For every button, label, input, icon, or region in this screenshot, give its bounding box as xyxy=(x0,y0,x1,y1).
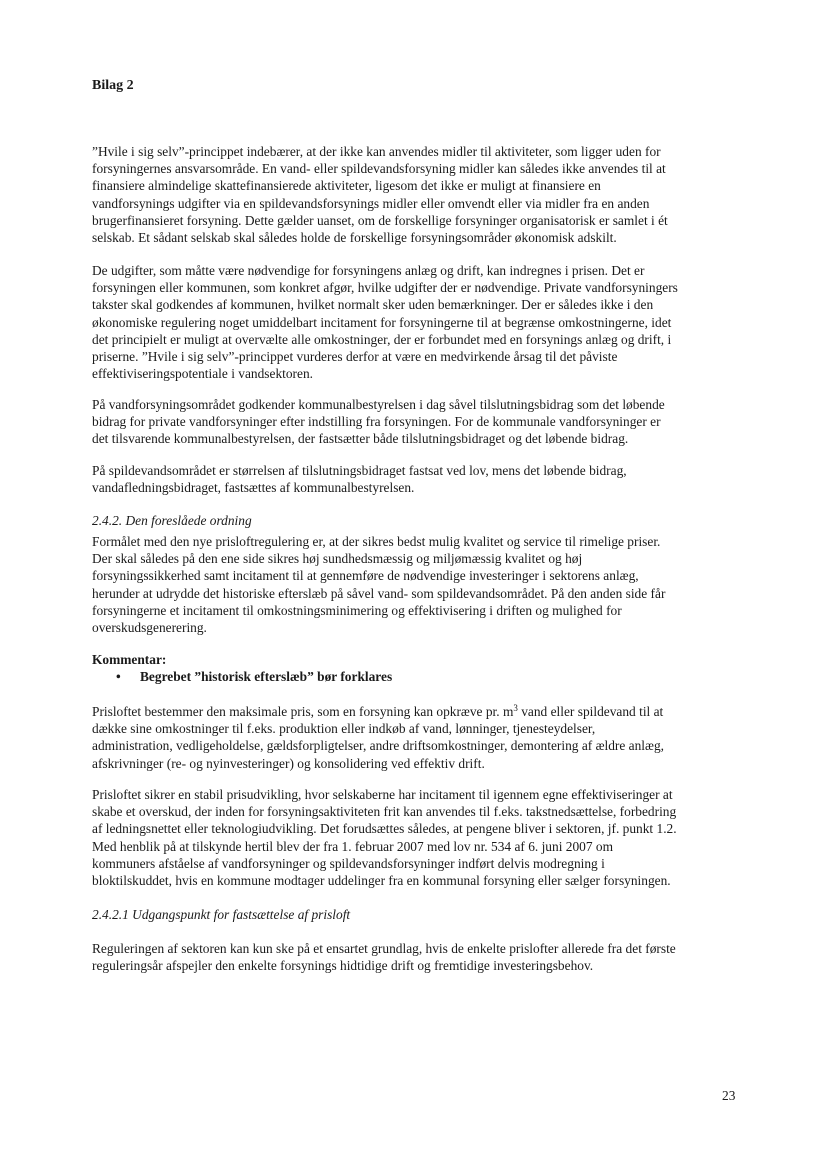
text-line: det tilsvarende kommunalbestyrelsen, der fastsætter både tilslutningsbidraget og det løbende bidrag. xyxy=(92,431,629,447)
text-line: selskab. Et sådant selskab skal således holde de forskellige forsyningsområder økonomisk adskilt. xyxy=(92,230,617,246)
text-fragment: vand eller spildevand til at xyxy=(517,704,664,719)
text-line: kommuners afståelse af vandforsyninger og spildevandsforsyninger indført delvis modregning i xyxy=(92,855,605,871)
text-line: administration, vedligeholdelse, gældsforpligtelser, andre driftsomkostninger, demontering af ældre anlæg, xyxy=(92,738,664,754)
text-line: bidrag for private vandforsyninger efter indstilling fra forsyningen. For de kommunale vandforsyninger er xyxy=(92,414,661,430)
superscript: 3 xyxy=(513,703,518,713)
text-line: Prisloftet sikrer en stabil prisudvikling, hvor selskaberne har incitament til igennem egne effektiviseringer at xyxy=(92,787,673,802)
text-line: takster skal godkendes af kommunen, hvilket normalt sker uden bemærkninger. Der er således ikke i den xyxy=(92,297,654,313)
paragraph-udgifter xyxy=(92,262,742,382)
paragraph-spildevandsomraadet xyxy=(92,462,742,496)
text-line: forsyningernes ansvarsområde. En vand- eller spildevandsforsyning midler kan således ikke anvendes til at xyxy=(92,161,666,177)
text-line: Der skal således på den ene side sikres høj sundhedsmæssig og miljømæssig kvalitet og høj xyxy=(92,551,583,567)
paragraph-prisloftet-bestemmer xyxy=(92,703,742,772)
paragraph-reguleringen xyxy=(92,940,742,974)
paragraph-formaalet xyxy=(92,533,742,636)
text-line: ”Hvile i sig selv”-princippet indebærer, at der ikke kan anvendes midler til aktiviteter, som ligger uden for xyxy=(92,144,661,159)
comment-label: Kommentar: xyxy=(92,652,167,667)
text-line: På vandforsyningsområdet godkender kommunalbestyrelsen i dag såvel tilslutningsbidrag som det løbende xyxy=(92,397,665,412)
comment-bullet-text: Begrebet ”historisk efterslæb” bør forklares xyxy=(140,669,393,684)
text-line: forsyningssikkerhed samt incitament til at gennemføre de nødvendige investeringer i sektorens anlæg, xyxy=(92,568,639,584)
text-line: overskudsgenerering. xyxy=(92,620,207,636)
text-line: dække sine omkostninger til f.eks. produktion eller indkøb af vand, lønninger, tjenesteydelser, xyxy=(92,721,596,737)
text-line: af ledningsnettet eller teknologiudvikling. Det forudsættes således, at pengene bliver i sektoren, jf. punkt 1.2. xyxy=(92,821,677,837)
text-line: økonomiske regulering noget umiddelbart incitament for forsyningerne til at begrænse omkostningerne, idet xyxy=(92,314,672,330)
text-line: vandafledningsbidraget, fastsættes af kommunalbestyrelsen. xyxy=(92,480,415,496)
text-line: afskrivninger (re- og nyinvesteringer) og konsolidering ved effektiv drift. xyxy=(92,755,485,771)
text-line: På spildevandsområdet er størrelsen af tilslutningsbidraget fastsat ved lov, mens det løbende bidrag, xyxy=(92,463,627,478)
text-fragment: Prisloftet bestemmer den maksimale pris, som en forsyning kan opkræve pr. m xyxy=(92,704,514,719)
text-line: herunder at udrydde det historiske efterslæb på såvel vand- som spildevandsområdet. På den anden side får xyxy=(92,585,666,601)
text-line: effektiviseringspotentiale i vandsektoren. xyxy=(92,366,314,382)
text-line xyxy=(92,703,742,720)
paragraph-prisloftet-sikrer xyxy=(92,786,742,889)
comment-bullet xyxy=(116,669,392,685)
text-line: bloktilskuddet, hvis en kommune modtager uddelinger fra en kommunal forsyning eller sælger forsyningen. xyxy=(92,873,671,889)
text-line: forsyningerne et incitament til omkostningsminimering og effektivisering i driften og mulighed for xyxy=(92,602,622,618)
section-heading-2-4-2: 2.4.2. Den foreslåede ordning xyxy=(92,513,252,528)
paragraph-hvile-i-sig-selv xyxy=(92,143,742,246)
paragraph-vandforsyningsomraadet xyxy=(92,396,742,448)
page-number: 23 xyxy=(722,1088,736,1103)
text-line: reguleringsår afspejler den enkelte forsynings hidtidige drift og fremtidige investeringsbehov. xyxy=(92,958,594,974)
appendix-label: Bilag 2 xyxy=(92,78,134,93)
section-heading-2-4-2-1: 2.4.2.1 Udgangspunkt for fastsættelse af prisloft xyxy=(92,907,351,922)
text-line: Reguleringen af sektoren kan kun ske på et ensartet grundlag, hvis de enkelte prislofter allerede fra det første xyxy=(92,941,676,956)
text-line: Formålet med den nye prisloftregulering er, at der sikres bedst mulig kvalitet og service til rimelige priser. xyxy=(92,534,661,549)
text-line: det principielt er muligt at overvælte alle omkostninger, der er forbundet med en forsynings anlæg og drift, i xyxy=(92,331,672,347)
text-line: De udgifter, som måtte være nødvendige for forsyningens anlæg og drift, kan indregnes i prisen. Det er xyxy=(92,263,645,278)
bullet-icon: • xyxy=(116,669,121,684)
text-line: Med henblik på at tilskynde hertil blev der fra 1. februar 2007 med lov nr. 534 af 6. juni 2007 om xyxy=(92,838,613,854)
text-line: brugerfinansieret forsyning. Dette gælder uanset, om de forskellige forsyninger organisatorisk er samlet i ét xyxy=(92,212,668,228)
text-line: skabe et overskud, der inden for forsyningsaktiviteten frit kan anvendes til f.eks. takstnedsættelse, forbedring xyxy=(92,804,677,820)
text-line: finansiere almindelige skattefinansierede aktiviteter, ligesom det ikke er muligt at finansiere en xyxy=(92,178,601,194)
text-line: priserne. ”Hvile i sig selv”-princippet vurderes derfor at være en medvirkende årsag til det påviste xyxy=(92,349,618,365)
text-line: forsyningen eller kommunen, som konkret afgør, hvilke udgifter der er nødvendige. Private vandforsyningers xyxy=(92,280,678,296)
text-line: vandforsynings udgifter via en spildevandsforsynings midler eller omvendt eller via midler fra en anden xyxy=(92,195,650,211)
